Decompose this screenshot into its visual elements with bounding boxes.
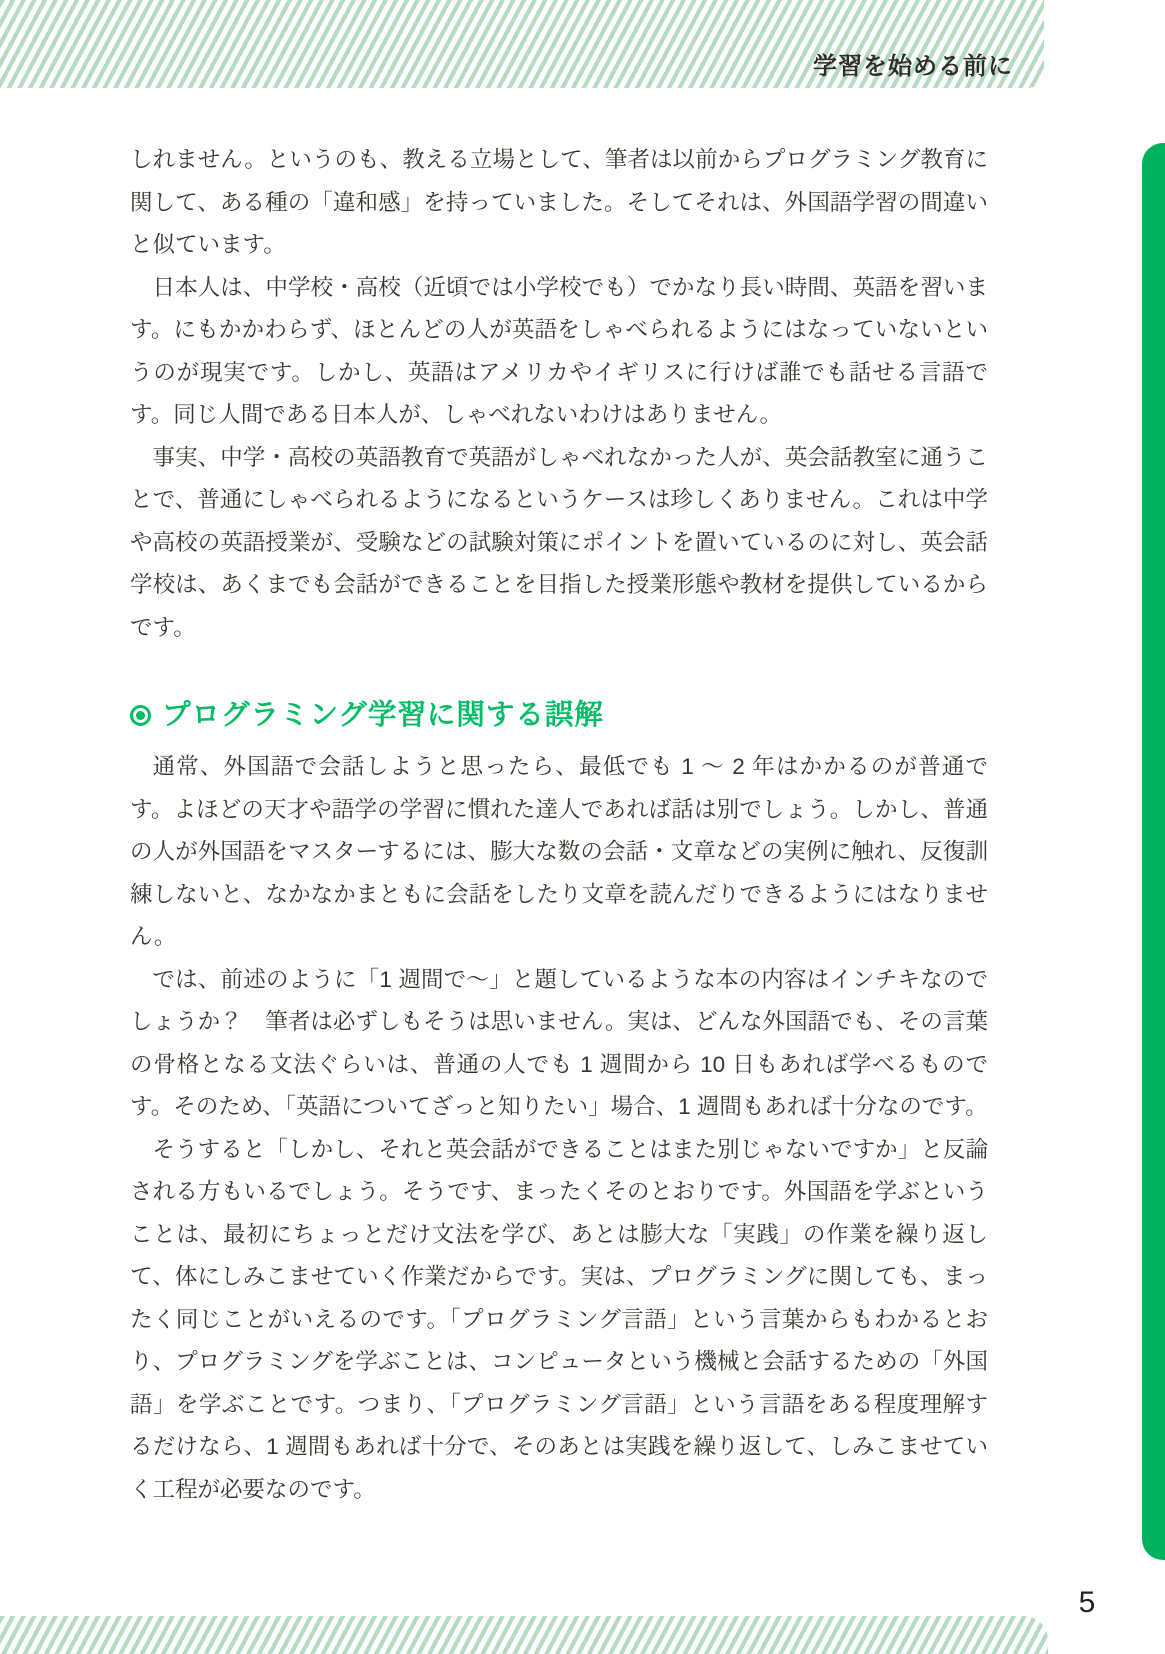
page-header-title: 学習を始める前に (813, 53, 1013, 80)
fisheye-bullet-icon (130, 705, 151, 726)
paragraph: 日本人は、中学校・高校（近頃では小学校でも）でかなり長い時間、英語を習います。にもかかわらず、ほとんどの人が英語をしゃべられるようにはなっていないというのが現実です。しかし、英語はアメリカやイギリスに行けば誰でも話せる言語です。同じ人間である日本人が、しゃべれないわけはありません。 (130, 274, 988, 427)
paragraph: 通常、外国語で会話しようと思ったら、最低でも 1 ～ 2 年はかかるのが普通です。よほどの天才や語学の学習に慣れた達人であれば話は別でしょう。しかし、普通の人が外国語をマスターするには、膨大な数の会話・文章などの実例に触れ、反復訓練しないと、なかなかまともに会話をしたり文章を読んだりできるようにはなりません。 (130, 754, 988, 949)
side-tab-bar (1142, 143, 1165, 1560)
paragraph: では、前述のように「1 週間で～」と題しているような本の内容はインチキなのでしょうか？ 筆者は必ずしもそうは思いません。実は、どんな外国語でも、その言葉の骨格となる文法ぐらいは、普通の人でも 1 週間から 10 日もあれば学べるものです。そのため、「英語についてざっと知りたい」場合、1 週間もあれば十分なのです。 (130, 966, 988, 1119)
paragraph: しれません。というのも、教える立場として、筆者は以前からプログラミング教育に関して、ある種の「違和感」を持っていました。そしてそれは、外国語学習の間違いと似ています。 (130, 147, 988, 257)
paragraph: 事実、中学・高校の英語教育で英語がしゃべれなかった人が、英会話教室に通うことで、普通にしゃべられるようになるというケースは珍しくありません。これは中学や高校の英語授業が、受験などの試験対策にポイントを置いているのに対し、英会話学校は、あくまでも会話ができることを目指した授業形態や教材を提供しているからです。 (130, 444, 988, 640)
section-heading-label: プログラミング学習に関する誤解 (162, 699, 604, 731)
page-number: 5 (1078, 1586, 1096, 1619)
content-area (130, 139, 988, 1511)
paragraph: そうすると「しかし、それと英会話ができることはまた別じゃないですか」と反論される方もいるでしょう。そうです、まったくそのとおりです。外国語を学ぶということは、最初にちょっとだけ文法を学び、あとは膨大な「実践」の作業を繰り返して、体にしみこませていく作業だからです。実は、プログラミングに関しても、まったく同じことがいえるのです。「プログラミング言語」という言葉からもわかるとおり、プログラミングを学ぶことは、コンピュータという機械と会話するための「外国語」を学ぶことです。つまり、「プログラミング言語」という言語をある程度理解するだけなら、1 週間もあれば十分で、そのあとは実践を繰り返して、しみこませていく工程が必要なのです。 (130, 1136, 988, 1502)
footer-stripe-band (0, 1616, 1048, 1654)
section-heading (130, 697, 988, 733)
